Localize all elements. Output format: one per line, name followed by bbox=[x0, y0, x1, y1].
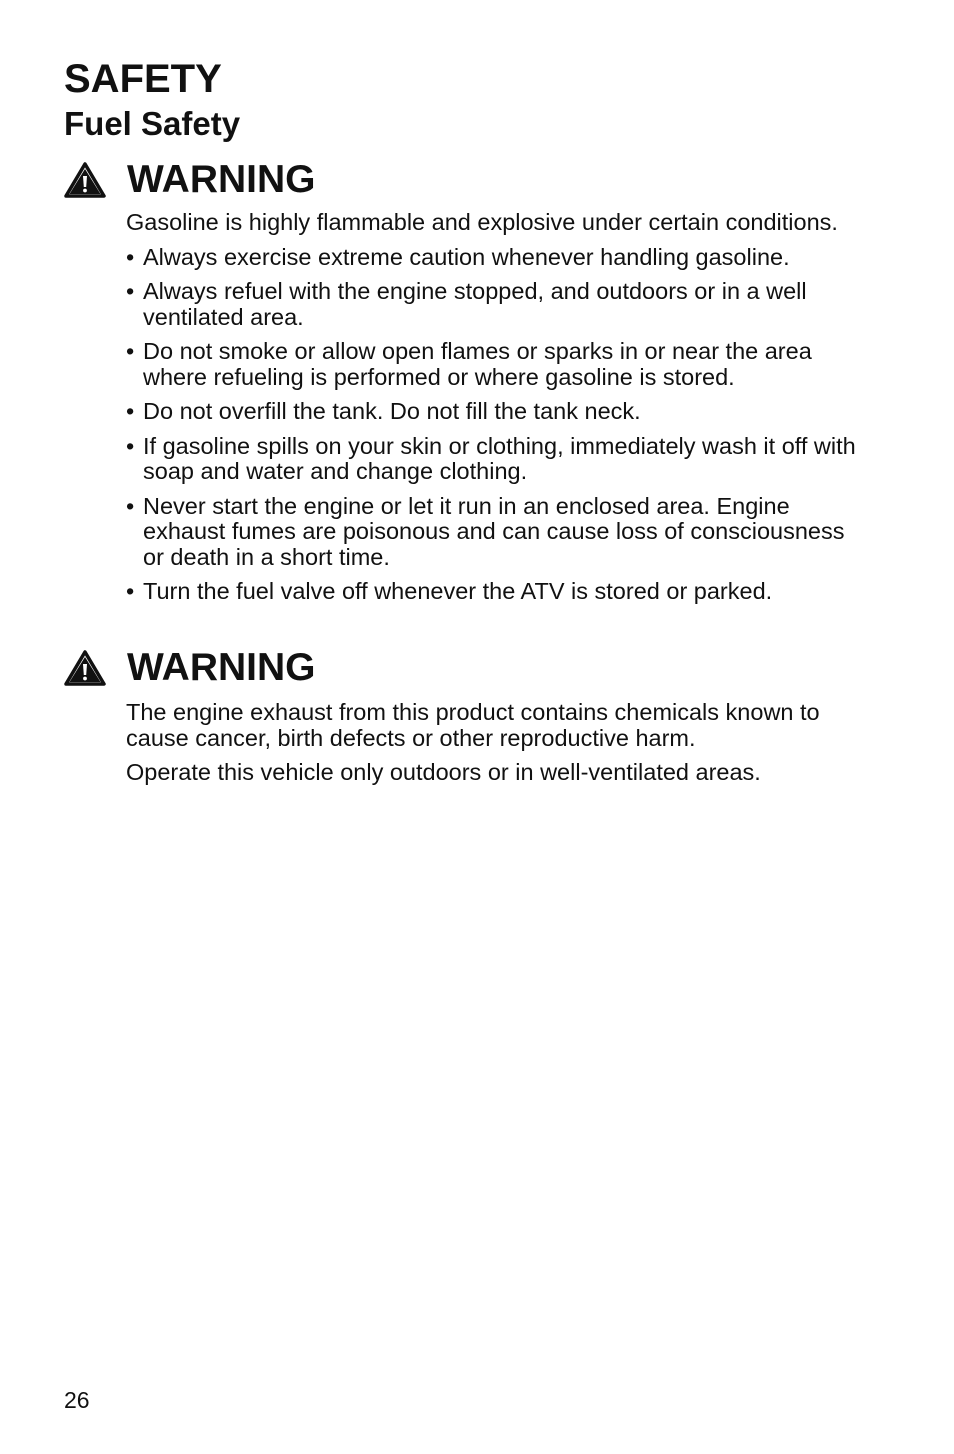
fuel-warning-block bbox=[64, 157, 864, 614]
warning-label: WARNING bbox=[127, 646, 316, 689]
warning-paragraph: Operate this vehicle only outdoors or in well-ventilated areas. bbox=[126, 759, 761, 785]
bullet-item: • Do not overfill the tank. Do not fill the tank neck. bbox=[126, 399, 864, 425]
page-title: SAFETY bbox=[64, 57, 222, 101]
warning-body bbox=[126, 210, 864, 605]
warning-intro: Gasoline is highly flammable and explosive under certain conditions. bbox=[126, 209, 838, 235]
bullet-item: • Always exercise extreme caution whenever handling gasoline. bbox=[126, 245, 864, 271]
bullet-item: • If gasoline spills on your skin or clothing, immediately wash it off with soap and water and change clothing. bbox=[126, 434, 864, 485]
bullet-item: • Always refuel with the engine stopped, and outdoors or in a well ventilated area. bbox=[126, 279, 864, 330]
warning-header bbox=[64, 157, 864, 203]
warning-bullet-list bbox=[126, 245, 864, 605]
warning-paragraph: The engine exhaust from this product contains chemicals known to cause cancer, birth defects or other reproductive harm. bbox=[126, 699, 820, 751]
warning-label: WARNING bbox=[127, 158, 316, 201]
bullet-item: • Turn the fuel valve off whenever the ATV is stored or parked. bbox=[126, 579, 864, 605]
exhaust-warning-block bbox=[64, 645, 864, 795]
bullet-item: • Do not smoke or allow open flames or sparks in or near the area where refueling is performed or where gasoline is stored. bbox=[126, 339, 864, 390]
warning-triangle-icon bbox=[64, 650, 106, 686]
warning-triangle-icon bbox=[64, 162, 106, 198]
bullet-item: • Never start the engine or let it run in an enclosed area. Engine exhaust fumes are poisonous and can cause loss of consciousness or death in a short time. bbox=[126, 494, 864, 571]
page-number: 26 bbox=[64, 1387, 90, 1413]
warning-header bbox=[64, 645, 864, 691]
warning-body bbox=[126, 700, 864, 786]
section-title: Fuel Safety bbox=[64, 105, 241, 142]
